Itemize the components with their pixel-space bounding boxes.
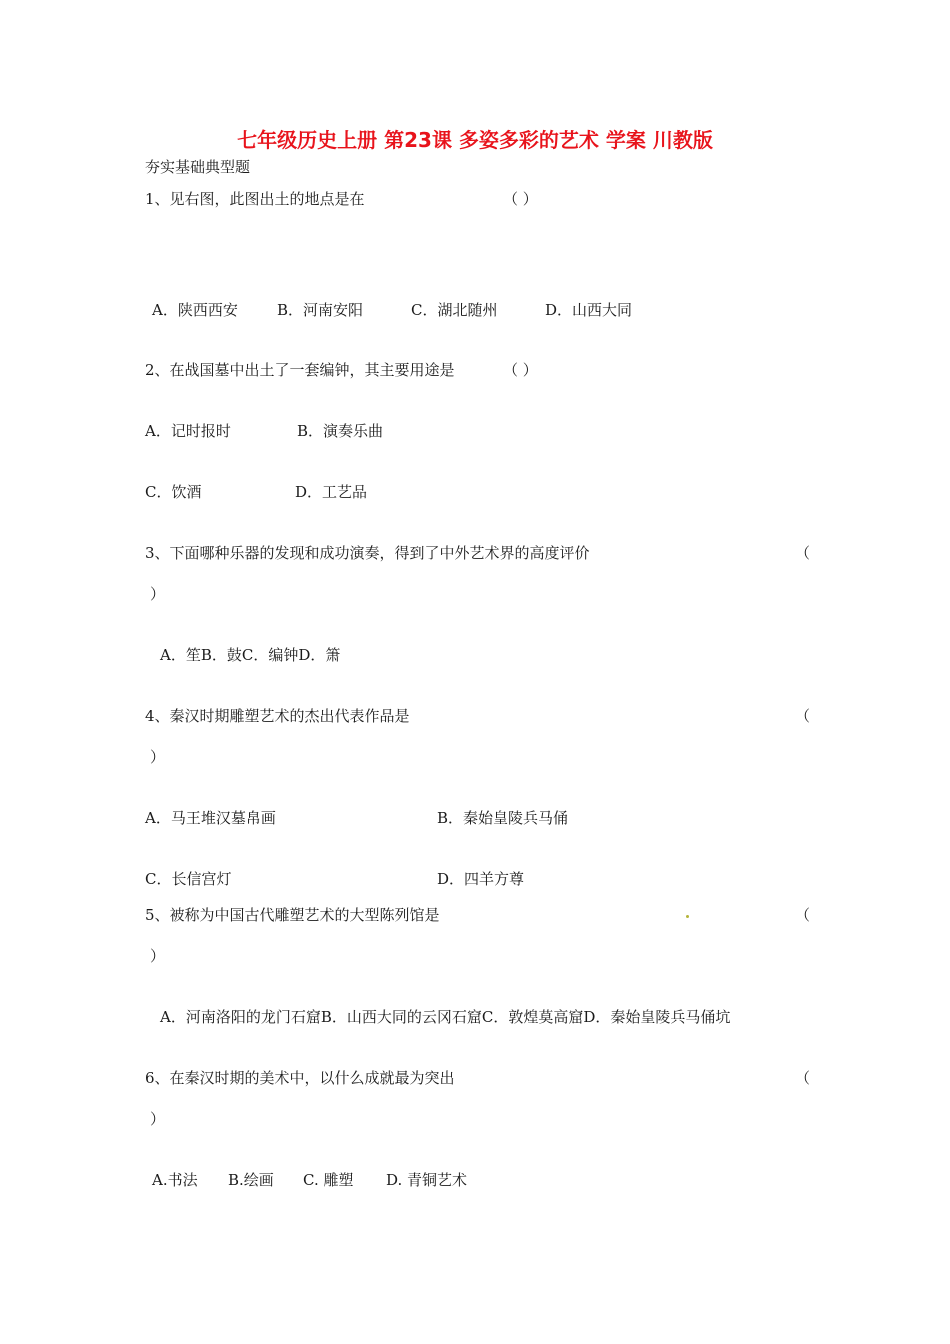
question-6-paren-open: （ [795, 1069, 811, 1087]
question-1-answer-paren: （ ） [503, 190, 538, 208]
question-1-option-a: A．陕西西安 [152, 301, 238, 319]
question-6-option-a: A.书法 [152, 1171, 198, 1189]
question-2-option-d: D．工艺品 [295, 483, 368, 501]
question-6-option-d: D. 青铜艺术 [386, 1171, 468, 1189]
question-4-stem: 4、秦汉时期雕塑艺术的杰出代表作品是 [145, 707, 410, 725]
question-2-option-a: A．记时报时 [145, 422, 231, 440]
stray-mark [686, 915, 689, 918]
question-3-paren-open: （ [795, 544, 811, 562]
question-2-option-c: C．饮酒 [145, 483, 202, 501]
question-4-option-c: C．长信宫灯 [145, 870, 232, 888]
question-4-option-a: A．马王堆汉墓帛画 [145, 809, 276, 827]
question-2-stem: 2、在战国墓中出土了一套编钟，其主要用途是 [145, 361, 455, 379]
question-4-option-d: D．四羊方尊 [437, 870, 525, 888]
question-2-answer-paren: （ ） [503, 361, 538, 379]
question-1-stem: 1、见右图，此图出土的地点是在 [145, 190, 365, 208]
question-5-options: A．河南洛阳的龙门石窟B．山西大同的云冈石窟C．敦煌莫高窟D．秦始皇陵兵马俑坑 [160, 1008, 731, 1026]
question-3-paren-close: ） [150, 585, 166, 603]
question-5-stem: 5、被称为中国古代雕塑艺术的大型陈列馆是 [145, 906, 440, 924]
question-5-paren-close: ） [150, 947, 166, 965]
question-6-stem: 6、在秦汉时期的美术中，以什么成就最为突出 [145, 1069, 455, 1087]
question-4-paren-close: ） [150, 748, 166, 766]
question-4-option-b: B．秦始皇陵兵马俑 [437, 809, 569, 827]
question-3-stem: 3、下面哪种乐器的发现和成功演奏，得到了中外艺术界的高度评价 [145, 544, 590, 562]
question-5-paren-open: （ [795, 906, 811, 924]
question-2-option-b: B．演奏乐曲 [297, 422, 384, 440]
question-1-option-b: B．河南安阳 [277, 301, 364, 319]
question-4-paren-open: （ [795, 707, 811, 725]
question-1-option-c: C．湖北随州 [411, 301, 498, 319]
question-6-option-b: B.绘画 [228, 1171, 274, 1189]
document-title: 七年级历史上册 第23课 多姿多彩的艺术 学案 川教版 [237, 128, 713, 152]
question-6-option-c: C. 雕塑 [303, 1171, 354, 1189]
section-heading: 夯实基础典型题 [145, 158, 251, 176]
question-6-paren-close: ） [150, 1110, 166, 1128]
question-3-options: A．笙B．鼓C．编钟D．箫 [160, 646, 341, 664]
question-1-option-d: D．山西大同 [545, 301, 633, 319]
